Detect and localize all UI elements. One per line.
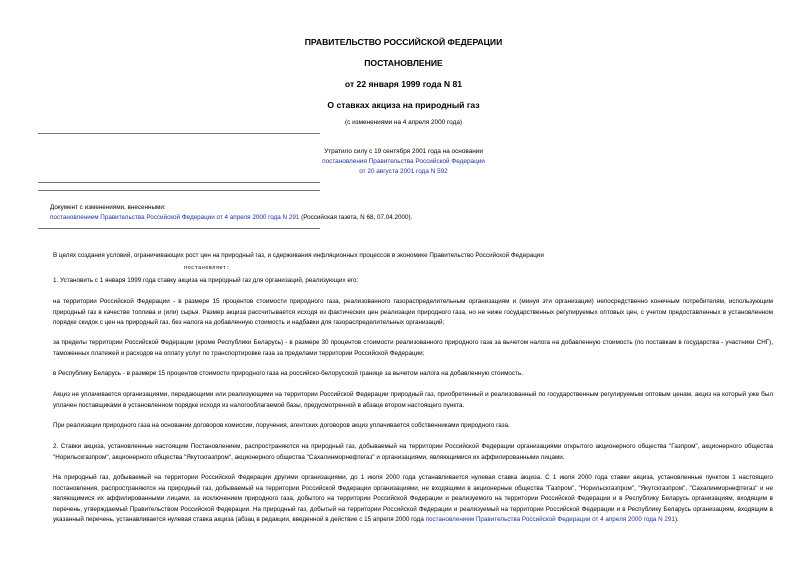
divider — [38, 133, 320, 134]
document-date: от 22 января 1999 года N 81 — [344, 79, 463, 89]
intro-paragraph: В целях создания условий, ограничивающих рост цен на природный газ, и сдерживания инфляционных процессов в экономике Правительство Российской Федерации — [53, 252, 544, 259]
divider — [38, 190, 320, 191]
paragraph-8-tail: ). — [674, 516, 679, 524]
amendment-source: (Российская газета, N 68, 07.04.2000). — [299, 214, 413, 221]
document-type: ПОСТАНОВЛЕНИЕ — [364, 58, 443, 68]
lost-force-line: Утратило силу с 19 сентября 2001 года на основании — [324, 148, 483, 155]
decides-word: постановляет: — [184, 265, 230, 271]
amendment-link[interactable]: постановлением Правительства Российской Федерации от 4 апреля 2000 года N 291 — [50, 214, 300, 221]
lost-force-link-2[interactable]: от 20 августа 2001 года N 592 — [359, 168, 448, 175]
changes-note: (с изменениями на 4 апреля 2000 года) — [345, 119, 462, 126]
paragraph-1: 1. Установить с 1 января 1999 года ставку акциза на природный газ для организаций, реализующих его: — [53, 277, 359, 284]
paragraph-8 — [53, 473, 773, 526]
paragraph-7: 2. Ставки акциза, установленные настоящим Постановлением, распространяются на природный газ, добываемый на территории Российской Федерации организациями открытого акционерного общества "Газпром", акционерного общества "Норильскгазпром", акционерного общества "Якутскгазпром", акционерного общества "Сахалинморнефтегаз" и организациями, являющимися их аффилированными лицами. — [53, 443, 773, 461]
paragraph-3: за пределы территории Российской Федерации (кроме Республики Беларусь) - в размере 30 процентов стоимости реализованного природного газа за вычетом налога на добавленную стоимость (по поставкам в государства - участники СНГ), таможенных платежей и расходов на оплату услуг по транспортировке газа за пределами территории Российской Федерации; — [53, 339, 773, 357]
paragraph-2: на территории Российской Федерации - в размере 15 процентов стоимости природного газа, реализованного газораспределительным организациям и (минуя эти организации) непосредственно конечным потребителям, использующим природный газ в качестве топлива и (или) сырья. Размер акциза рассчитывается исходя из фактических цен реализации природного газа, но не ниже государственных регулируемых оптовых цен, с учетом предоставленных в установленном порядке скидок с цен на природный газ, без налога на добавленную стоимость и надбавки для газораспределительных организаций; — [53, 298, 773, 327]
lost-force-link-1[interactable]: постановления Правительства Российской Федерации — [322, 158, 485, 165]
paragraph-8-link[interactable]: постановлением Правительства Российской Федерации от 4 апреля 2000 года N 291 — [425, 516, 675, 524]
document-title: О ставках акциза на природный газ — [327, 100, 480, 110]
paragraph-4: в Республику Беларусь - в размере 15 процентов стоимости природного газа на российско-белорусской границе за вычетом налога на добавленную стоимость. — [53, 370, 523, 377]
paragraph-8-text: На природный газ, добываемый на территории Российской Федерации другими организациями, до 1 июля 2000 года устанавливается нулевая ставка акциза. С 1 июля 2000 года ставки акциза, установленные пунктом 1 настоящего постановления, распространяются на природный газ, добываемый на территории Российской Федерации организациями, не входящими в акционерные общества "Газпром", "Норильскгазпром", "Якутскгазпром", "Сахалинморнефтегаз" и не являющимися их аффилированными лицами, за исключением природного газа, добытого на территории Российской Федерации и реализуемого на территории Российской Федерации и в Республику Беларусь организациям, входящим в перечень, утверждаемый Правительством Российской Федерации. На природный газ, добытый на территории Российской Федерации и реализуемый на территории Российской Федерации и в Республику Беларусь организациям, входящим в указанный перечень, устанавливается нулевая ставка акциза (абзац в редакции, введенной в действие с 15 апреля 2000 года — [53, 474, 773, 524]
divider — [38, 182, 320, 183]
government-heading: ПРАВИТЕЛЬСТВО РОССИЙСКОЙ ФЕДЕРАЦИИ — [304, 37, 503, 47]
amendments-line — [50, 213, 412, 223]
amendments-label: Документ с изменениями, внесенными: — [50, 204, 166, 211]
divider — [38, 228, 320, 229]
paragraph-6: При реализации природного газа на основании договоров комиссии, поручения, агентских договоров акциз уплачивается собственниками природного газа. — [53, 422, 510, 429]
paragraph-5: Акциз не уплачивается организациями, передающими или реализующими на территории Российской Федерации природный газ, приобретенный и реализованный по государственным регулируемым оптовым ценам, акциз на который уже был уплачен поставщиками в установленном порядке исходя из налогооблагаемой базы, предусмотренной в абзаце втором настоящего пункта. — [53, 391, 773, 409]
